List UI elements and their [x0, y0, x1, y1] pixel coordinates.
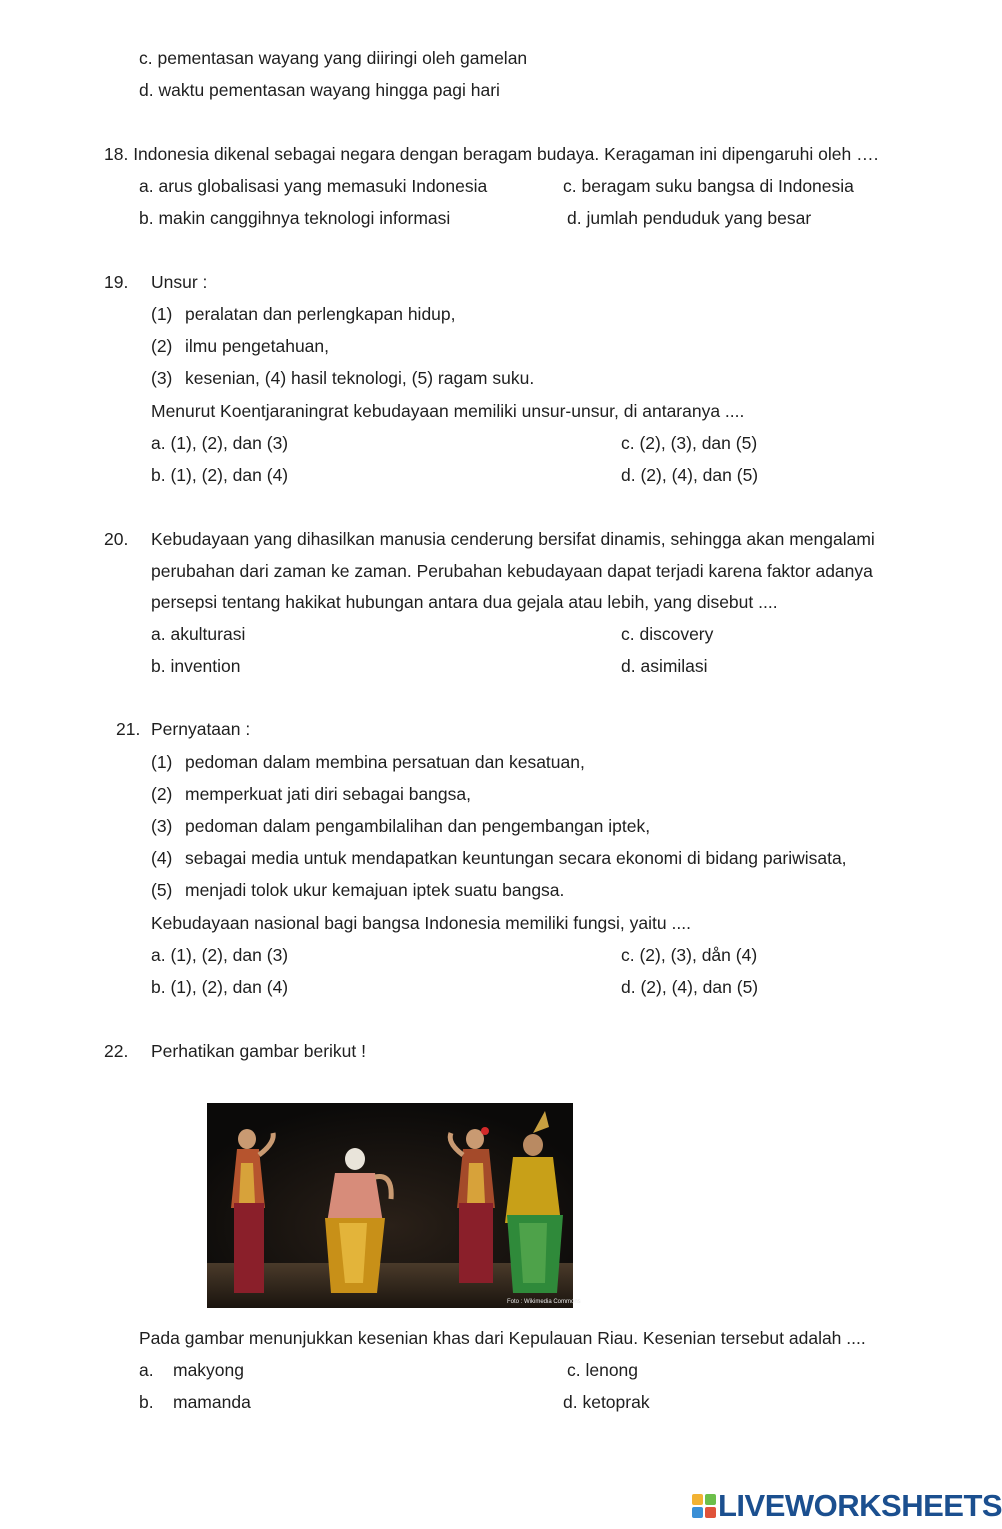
q22-question: Pada gambar menunjukkan kesenian khas dari Kepulauan Riau. Kesenian tersebut adalah .... — [139, 1328, 866, 1348]
liveworksheets-logo — [692, 1488, 1002, 1524]
q18-option-c: c. beragam suku bangsa di Indonesia — [563, 176, 854, 196]
q20-stem-line-3: persepsi tentang hakikat hubungan antara dua gejala atau lebih, yang disebut .... — [151, 592, 778, 612]
q22-option-a-text: makyong — [173, 1360, 245, 1380]
q18-stem: 18. Indonesia dikenal sebagai negara dengan beragam budaya. Keragaman ini dipengaruhi oleh …. — [104, 144, 879, 164]
q21-number: 21. — [116, 719, 141, 739]
q19-item-1-number: (1) — [151, 304, 173, 324]
q17-option-d: d. waktu pementasan wayang hingga pagi hari — [139, 80, 500, 100]
q22-option-c: c. lenong — [567, 1360, 639, 1380]
q21-item-3-number: (3) — [151, 816, 173, 836]
q22-option-b-text: mamanda — [173, 1392, 251, 1412]
q21-item-1-text: pedoman dalam membina persatuan dan kesatuan, — [185, 752, 585, 772]
q17-option-c: c. pementasan wayang yang diiringi oleh gamelan — [139, 48, 528, 68]
q22-option-b-letter: b. — [139, 1392, 154, 1412]
q21-title: Pernyataan : — [151, 719, 251, 739]
q19-item-3-number: (3) — [151, 368, 173, 388]
q19-item-1-text: peralatan dan perlengkapan hidup, — [185, 304, 456, 324]
q22-number: 22. — [104, 1041, 129, 1061]
q21-option-a: a. (1), (2), dan (3) — [151, 945, 289, 965]
q21-item-2-text: memperkuat jati diri sebagai bangsa, — [185, 784, 471, 804]
q18-option-a: a. arus globalisasi yang memasuki Indonesia — [139, 176, 488, 196]
q21-item-5-text: menjadi tolok ukur kemajuan iptek suatu bangsa. — [185, 880, 565, 900]
q20-option-b: b. invention — [151, 656, 241, 676]
dance-performance-photo — [207, 1103, 581, 1308]
q19-title: Unsur : — [151, 272, 208, 292]
q21-item-5-number: (5) — [151, 880, 173, 900]
q19-option-d: d. (2), (4), dan (5) — [621, 465, 759, 485]
q21-option-b: b. (1), (2), dan (4) — [151, 977, 289, 997]
q21-item-1-number: (1) — [151, 752, 173, 772]
q19-item-2-text: ilmu pengetahuan, — [185, 336, 329, 356]
q20-option-a: a. akulturasi — [151, 624, 246, 644]
q18-option-d: d. jumlah penduduk yang besar — [567, 208, 812, 228]
liveworksheets-logo-text: LIVEWORKSHEETS — [718, 1488, 1002, 1523]
q19-question: Menurut Koentjaraningrat kebudayaan memiliki unsur-unsur, di antaranya .... — [151, 401, 745, 421]
q21-item-4-text: sebagai media untuk mendapatkan keuntungan secara ekonomi di bidang pariwisata, — [185, 848, 847, 868]
q20-stem-line-1: Kebudayaan yang dihasilkan manusia cenderung bersifat dinamis, sehingga akan mengalami — [151, 529, 875, 549]
q21-item-4-number: (4) — [151, 848, 173, 868]
q19-option-c: c. (2), (3), dan (5) — [621, 433, 758, 453]
q21-item-3-text: pedoman dalam pengambilalihan dan pengembangan iptek, — [185, 816, 651, 836]
q20-number: 20. — [104, 529, 129, 549]
q22-option-a-letter: a. — [139, 1360, 154, 1380]
q20-option-c: c. discovery — [621, 624, 714, 644]
liveworksheets-grid-icon — [692, 1494, 716, 1518]
q20-stem-line-2: perubahan dari zaman ke zaman. Perubahan kebudayaan dapat terjadi karena faktor adanya — [151, 561, 873, 581]
q21-option-d: d. (2), (4), dan (5) — [621, 977, 759, 997]
q18-option-b: b. makin canggihnya teknologi informasi — [139, 208, 451, 228]
q19-option-a: a. (1), (2), dan (3) — [151, 433, 289, 453]
q20-option-d: d. asimilasi — [621, 656, 708, 676]
q21-question: Kebudayaan nasional bagi bangsa Indonesia memiliki fungsi, yaitu .... — [151, 913, 691, 933]
q22-option-d: d. ketoprak — [563, 1392, 650, 1412]
q21-item-2-number: (2) — [151, 784, 173, 804]
q22-title: Perhatikan gambar berikut ! — [151, 1041, 366, 1061]
q19-item-2-number: (2) — [151, 336, 173, 356]
photo-credit: Foto : Wikimedia Commons — [507, 1299, 581, 1305]
q19-item-3-text: kesenian, (4) hasil teknologi, (5) ragam suku. — [185, 368, 535, 388]
q19-number: 19. — [104, 272, 129, 292]
q21-option-c: c. (2), (3), dån (4) — [621, 945, 758, 965]
q19-option-b: b. (1), (2), dan (4) — [151, 465, 289, 485]
